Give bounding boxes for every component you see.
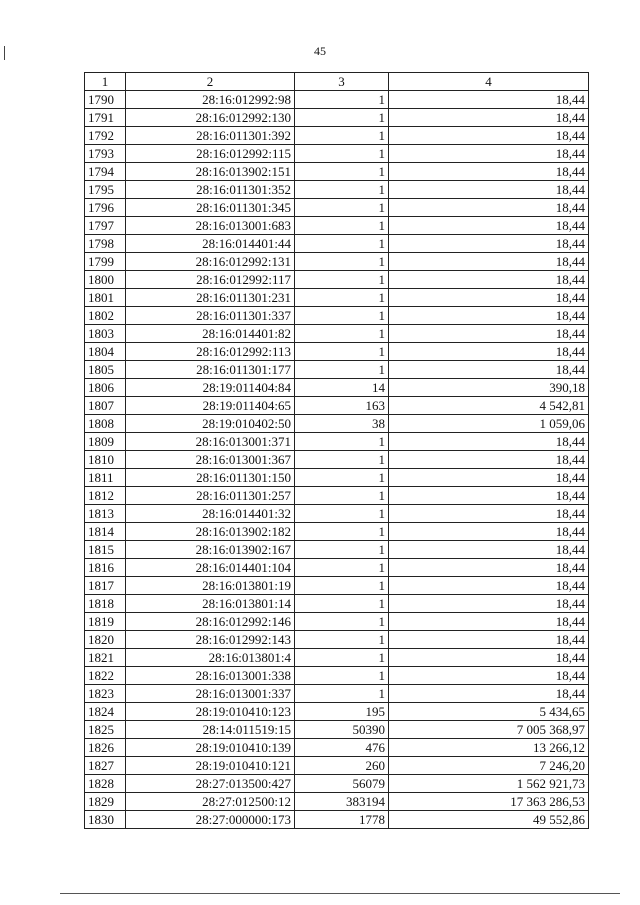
amount-cell: 390,18 <box>389 379 589 397</box>
table-header-row <box>85 73 589 91</box>
table-row <box>85 505 589 523</box>
quantity-cell: 14 <box>295 379 389 397</box>
quantity-cell: 1 <box>295 577 389 595</box>
cadastral-number-cell: 28:16:012992:130 <box>126 109 295 127</box>
amount-cell: 18,44 <box>389 631 589 649</box>
amount-cell: 18,44 <box>389 163 589 181</box>
table-row <box>85 667 589 685</box>
cadastral-number-cell: 28:19:010410:139 <box>126 739 295 757</box>
bottom-rule <box>60 893 620 894</box>
table-row <box>85 415 589 433</box>
quantity-cell: 1 <box>295 613 389 631</box>
cadastral-number-cell: 28:16:013902:182 <box>126 523 295 541</box>
amount-cell: 18,44 <box>389 145 589 163</box>
row-number-cell: 1809 <box>85 433 126 451</box>
quantity-cell: 1 <box>295 217 389 235</box>
quantity-cell: 1 <box>295 109 389 127</box>
table-row <box>85 541 589 559</box>
table-row <box>85 271 589 289</box>
row-number-cell: 1791 <box>85 109 126 127</box>
row-number-cell: 1813 <box>85 505 126 523</box>
amount-cell: 18,44 <box>389 307 589 325</box>
quantity-cell: 1 <box>295 595 389 613</box>
row-number-cell: 1790 <box>85 91 126 109</box>
row-number-cell: 1826 <box>85 739 126 757</box>
cadastral-number-cell: 28:16:011301:150 <box>126 469 295 487</box>
quantity-cell: 1 <box>295 127 389 145</box>
quantity-cell: 1 <box>295 505 389 523</box>
table-row <box>85 559 589 577</box>
cadastral-number-cell: 28:16:014401:104 <box>126 559 295 577</box>
amount-cell: 18,44 <box>389 325 589 343</box>
cadastral-number-cell: 28:16:013001:337 <box>126 685 295 703</box>
cadastral-number-cell: 28:27:013500:427 <box>126 775 295 793</box>
row-number-cell: 1829 <box>85 793 126 811</box>
row-number-cell: 1804 <box>85 343 126 361</box>
quantity-cell: 476 <box>295 739 389 757</box>
row-number-cell: 1825 <box>85 721 126 739</box>
cadastral-number-cell: 28:16:013902:151 <box>126 163 295 181</box>
row-number-cell: 1828 <box>85 775 126 793</box>
quantity-cell: 1 <box>295 163 389 181</box>
row-number-cell: 1805 <box>85 361 126 379</box>
quantity-cell: 1 <box>295 253 389 271</box>
quantity-cell: 195 <box>295 703 389 721</box>
row-number-cell: 1796 <box>85 199 126 217</box>
cadastral-number-cell: 28:16:013902:167 <box>126 541 295 559</box>
quantity-cell: 1 <box>295 91 389 109</box>
quantity-cell: 260 <box>295 757 389 775</box>
quantity-cell: 1 <box>295 325 389 343</box>
quantity-cell: 1 <box>295 289 389 307</box>
cadastral-number-cell: 28:27:000000:173 <box>126 811 295 829</box>
quantity-cell: 1 <box>295 685 389 703</box>
quantity-cell: 1 <box>295 487 389 505</box>
table-row <box>85 577 589 595</box>
row-number-cell: 1830 <box>85 811 126 829</box>
amount-cell: 18,44 <box>389 181 589 199</box>
quantity-cell: 1 <box>295 559 389 577</box>
amount-cell: 18,44 <box>389 505 589 523</box>
cadastral-number-cell: 28:16:011301:231 <box>126 289 295 307</box>
table-row <box>85 253 589 271</box>
amount-cell: 18,44 <box>389 487 589 505</box>
amount-cell: 18,44 <box>389 649 589 667</box>
table-body <box>85 91 589 829</box>
table-row <box>85 163 589 181</box>
amount-cell: 5 434,65 <box>389 703 589 721</box>
quantity-cell: 1 <box>295 145 389 163</box>
cadastral-number-cell: 28:16:013001:338 <box>126 667 295 685</box>
table-row <box>85 199 589 217</box>
amount-cell: 18,44 <box>389 541 589 559</box>
row-number-cell: 1797 <box>85 217 126 235</box>
table-row <box>85 703 589 721</box>
table-row <box>85 145 589 163</box>
quantity-cell: 1 <box>295 343 389 361</box>
land-plots-table <box>84 72 589 829</box>
amount-cell: 18,44 <box>389 433 589 451</box>
column-header-3: 3 <box>295 73 389 91</box>
table-row <box>85 289 589 307</box>
row-number-cell: 1811 <box>85 469 126 487</box>
cadastral-number-cell: 28:16:011301:352 <box>126 181 295 199</box>
quantity-cell: 1 <box>295 199 389 217</box>
amount-cell: 18,44 <box>389 127 589 145</box>
cadastral-number-cell: 28:16:012992:131 <box>126 253 295 271</box>
row-number-cell: 1802 <box>85 307 126 325</box>
quantity-cell: 1 <box>295 541 389 559</box>
quantity-cell: 1 <box>295 361 389 379</box>
row-number-cell: 1801 <box>85 289 126 307</box>
row-number-cell: 1818 <box>85 595 126 613</box>
cadastral-number-cell: 28:16:012992:143 <box>126 631 295 649</box>
table-row <box>85 127 589 145</box>
table-row <box>85 469 589 487</box>
table-row <box>85 181 589 199</box>
row-number-cell: 1819 <box>85 613 126 631</box>
row-number-cell: 1817 <box>85 577 126 595</box>
row-number-cell: 1798 <box>85 235 126 253</box>
table-row <box>85 631 589 649</box>
table-row <box>85 361 589 379</box>
amount-cell: 18,44 <box>389 199 589 217</box>
amount-cell: 18,44 <box>389 523 589 541</box>
amount-cell: 18,44 <box>389 667 589 685</box>
row-number-cell: 1814 <box>85 523 126 541</box>
column-header-4: 4 <box>389 73 589 91</box>
column-header-1: 1 <box>85 73 126 91</box>
table-row <box>85 775 589 793</box>
quantity-cell: 38 <box>295 415 389 433</box>
quantity-cell: 1778 <box>295 811 389 829</box>
table-row <box>85 325 589 343</box>
table-row <box>85 217 589 235</box>
page-number: 45 <box>314 44 326 58</box>
amount-cell: 7 246,20 <box>389 757 589 775</box>
row-number-cell: 1795 <box>85 181 126 199</box>
cadastral-number-cell: 28:16:014401:82 <box>126 325 295 343</box>
cadastral-number-cell: 28:16:013001:371 <box>126 433 295 451</box>
cadastral-number-cell: 28:27:012500:12 <box>126 793 295 811</box>
quantity-cell: 1 <box>295 271 389 289</box>
table-row <box>85 451 589 469</box>
quantity-cell: 56079 <box>295 775 389 793</box>
cadastral-number-cell: 28:16:011301:392 <box>126 127 295 145</box>
row-number-cell: 1792 <box>85 127 126 145</box>
amount-cell: 4 542,81 <box>389 397 589 415</box>
cadastral-number-cell: 28:16:011301:177 <box>126 361 295 379</box>
amount-cell: 1 562 921,73 <box>389 775 589 793</box>
row-number-cell: 1800 <box>85 271 126 289</box>
table-row <box>85 379 589 397</box>
quantity-cell: 163 <box>295 397 389 415</box>
cadastral-number-cell: 28:16:013001:367 <box>126 451 295 469</box>
row-number-cell: 1822 <box>85 667 126 685</box>
amount-cell: 18,44 <box>389 577 589 595</box>
cadastral-number-cell: 28:19:010402:50 <box>126 415 295 433</box>
amount-cell: 18,44 <box>389 289 589 307</box>
quantity-cell: 383194 <box>295 793 389 811</box>
quantity-cell: 1 <box>295 451 389 469</box>
amount-cell: 13 266,12 <box>389 739 589 757</box>
table-row <box>85 397 589 415</box>
row-number-cell: 1816 <box>85 559 126 577</box>
amount-cell: 17 363 286,53 <box>389 793 589 811</box>
amount-cell: 18,44 <box>389 253 589 271</box>
quantity-cell: 1 <box>295 523 389 541</box>
table-row <box>85 595 589 613</box>
row-number-cell: 1820 <box>85 631 126 649</box>
row-number-cell: 1824 <box>85 703 126 721</box>
amount-cell: 49 552,86 <box>389 811 589 829</box>
cadastral-number-cell: 28:16:011301:257 <box>126 487 295 505</box>
row-number-cell: 1799 <box>85 253 126 271</box>
table-row <box>85 343 589 361</box>
table-row <box>85 487 589 505</box>
amount-cell: 18,44 <box>389 271 589 289</box>
row-number-cell: 1807 <box>85 397 126 415</box>
table-row <box>85 91 589 109</box>
cadastral-number-cell: 28:16:011301:345 <box>126 199 295 217</box>
amount-cell: 18,44 <box>389 343 589 361</box>
table-row <box>85 649 589 667</box>
row-number-cell: 1793 <box>85 145 126 163</box>
row-number-cell: 1815 <box>85 541 126 559</box>
quantity-cell: 1 <box>295 235 389 253</box>
cadastral-number-cell: 28:16:012992:98 <box>126 91 295 109</box>
quantity-cell: 1 <box>295 631 389 649</box>
cadastral-number-cell: 28:19:011404:84 <box>126 379 295 397</box>
cadastral-number-cell: 28:16:014401:44 <box>126 235 295 253</box>
quantity-cell: 1 <box>295 433 389 451</box>
amount-cell: 18,44 <box>389 91 589 109</box>
row-number-cell: 1823 <box>85 685 126 703</box>
cadastral-number-cell: 28:19:011404:65 <box>126 397 295 415</box>
row-number-cell: 1821 <box>85 649 126 667</box>
amount-cell: 18,44 <box>389 235 589 253</box>
cadastral-number-cell: 28:16:011301:337 <box>126 307 295 325</box>
cadastral-number-cell: 28:16:012992:115 <box>126 145 295 163</box>
row-number-cell: 1808 <box>85 415 126 433</box>
amount-cell: 1 059,06 <box>389 415 589 433</box>
table-row <box>85 523 589 541</box>
cadastral-number-cell: 28:16:013801:19 <box>126 577 295 595</box>
amount-cell: 18,44 <box>389 685 589 703</box>
row-number-cell: 1827 <box>85 757 126 775</box>
cadastral-number-cell: 28:14:011519:15 <box>126 721 295 739</box>
amount-cell: 7 005 368,97 <box>389 721 589 739</box>
cadastral-number-cell: 28:16:013001:683 <box>126 217 295 235</box>
amount-cell: 18,44 <box>389 595 589 613</box>
row-number-cell: 1812 <box>85 487 126 505</box>
cadastral-number-cell: 28:16:013801:4 <box>126 649 295 667</box>
table-row <box>85 721 589 739</box>
amount-cell: 18,44 <box>389 451 589 469</box>
amount-cell: 18,44 <box>389 217 589 235</box>
quantity-cell: 1 <box>295 307 389 325</box>
cadastral-number-cell: 28:16:013801:14 <box>126 595 295 613</box>
cadastral-number-cell: 28:16:012992:113 <box>126 343 295 361</box>
table-row <box>85 793 589 811</box>
cadastral-number-cell: 28:19:010410:121 <box>126 757 295 775</box>
table-row <box>85 433 589 451</box>
amount-cell: 18,44 <box>389 469 589 487</box>
quantity-cell: 1 <box>295 649 389 667</box>
quantity-cell: 1 <box>295 469 389 487</box>
quantity-cell: 1 <box>295 667 389 685</box>
row-number-cell: 1803 <box>85 325 126 343</box>
cadastral-number-cell: 28:16:012992:146 <box>126 613 295 631</box>
row-number-cell: 1810 <box>85 451 126 469</box>
table-row <box>85 739 589 757</box>
amount-cell: 18,44 <box>389 613 589 631</box>
amount-cell: 18,44 <box>389 109 589 127</box>
quantity-cell: 50390 <box>295 721 389 739</box>
cadastral-number-cell: 28:16:012992:117 <box>126 271 295 289</box>
amount-cell: 18,44 <box>389 361 589 379</box>
amount-cell: 18,44 <box>389 559 589 577</box>
quantity-cell: 1 <box>295 181 389 199</box>
table-row <box>85 613 589 631</box>
row-number-cell: 1806 <box>85 379 126 397</box>
cadastral-number-cell: 28:19:010410:123 <box>126 703 295 721</box>
table-row <box>85 811 589 829</box>
table-row <box>85 757 589 775</box>
table-row <box>85 685 589 703</box>
row-number-cell: 1794 <box>85 163 126 181</box>
column-header-2: 2 <box>126 73 295 91</box>
table-row <box>85 307 589 325</box>
table-row <box>85 235 589 253</box>
table-row <box>85 109 589 127</box>
cadastral-number-cell: 28:16:014401:32 <box>126 505 295 523</box>
